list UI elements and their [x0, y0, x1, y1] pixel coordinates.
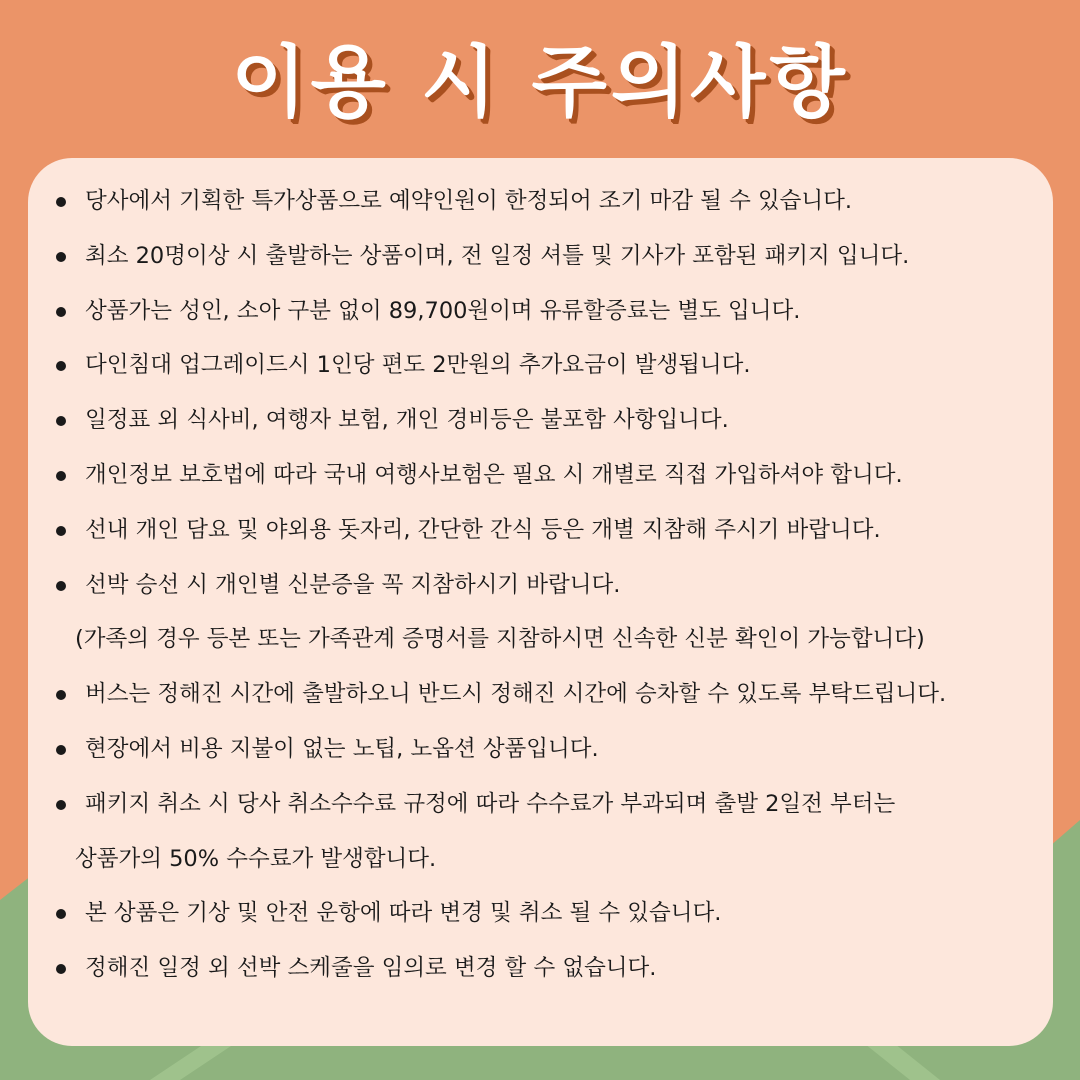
notice-item	[28, 448, 1053, 503]
notice-item	[28, 338, 1053, 393]
notice-continuation	[28, 832, 1053, 887]
notice-text: 본 상품은 기상 및 안전 운항에 따라 변경 및 취소 될 수 있습니다.	[85, 900, 722, 927]
notice-item	[28, 174, 1053, 229]
notice-item	[28, 393, 1053, 448]
notice-text: 다인침대 업그레이드시 1인당 편도 2만원의 추가요금이 발생됩니다.	[85, 352, 751, 379]
notice-text: 개인정보 보호법에 따라 국내 여행사보험은 필요 시 개별로 직접 가입하셔야 합니다.	[85, 461, 903, 488]
notice-item	[28, 558, 1053, 613]
notice-text: 패키지 취소 시 당사 취소수수료 규정에 따라 수수료가 부과되며 출발 2일전 부터는	[85, 790, 896, 817]
bullet-icon	[56, 581, 66, 591]
bullet-icon	[56, 361, 66, 371]
notice-text: 선내 개인 담요 및 야외용 돗자리, 간단한 간식 등은 개별 지참해 주시기 바랍니다.	[85, 516, 881, 543]
notice-item	[28, 229, 1053, 284]
notice-text: 선박 승선 시 개인별 신분증을 꼭 지참하시기 바랍니다.	[85, 571, 621, 598]
bullet-icon	[56, 416, 66, 426]
notice-item	[28, 503, 1053, 558]
bullet-icon	[56, 800, 66, 810]
bullet-icon	[56, 252, 66, 262]
bullet-icon	[56, 964, 66, 974]
notice-item	[28, 722, 1053, 777]
notice-text: 일정표 외 식사비, 여행자 보험, 개인 경비등은 불포함 사항입니다.	[85, 407, 729, 434]
bullet-icon	[56, 526, 66, 536]
notice-item	[28, 886, 1053, 941]
notice-continuation	[28, 612, 1053, 667]
bullet-icon	[56, 745, 66, 755]
notice-text: 버스는 정해진 시간에 출발하오니 반드시 정해진 시간에 승차할 수 있도록 부탁드립니다.	[85, 681, 947, 708]
notice-list	[28, 174, 1053, 996]
bullet-icon	[56, 307, 66, 317]
page-title: 이용 시 주의사항	[231, 38, 849, 128]
notice-text: 현장에서 비용 지불이 없는 노팁, 노옵션 상품입니다.	[85, 735, 599, 762]
notice-text: 정해진 일정 외 선박 스케줄을 임의로 변경 할 수 없습니다.	[85, 955, 657, 982]
bullet-icon	[56, 909, 66, 919]
notice-continuation-text: 상품가의 50% 수수료가 발생합니다.	[75, 845, 437, 872]
notice-text: 당사에서 기획한 특가상품으로 예약인원이 한정되어 조기 마감 될 수 있습니다.	[85, 188, 853, 214]
notice-card	[28, 158, 1053, 1046]
bullet-icon	[56, 471, 66, 481]
bullet-icon	[56, 690, 66, 700]
notice-item	[28, 941, 1053, 996]
notice-text: 최소 20명이상 시 출발하는 상품이며, 전 일정 셔틀 및 기사가 포함된 패키지 입니다.	[85, 242, 910, 269]
notice-item	[28, 284, 1053, 339]
notice-item	[28, 777, 1053, 832]
notice-continuation-text: (가족의 경우 등본 또는 가족관계 증명서를 지참하시면 신속한 신분 확인이 가능합니다)	[75, 626, 925, 653]
notice-text: 상품가는 성인, 소아 구분 없이 89,700원이며 유류할증료는 별도 입니다.	[85, 297, 801, 324]
bullet-icon	[56, 197, 66, 207]
notice-item	[28, 667, 1053, 722]
